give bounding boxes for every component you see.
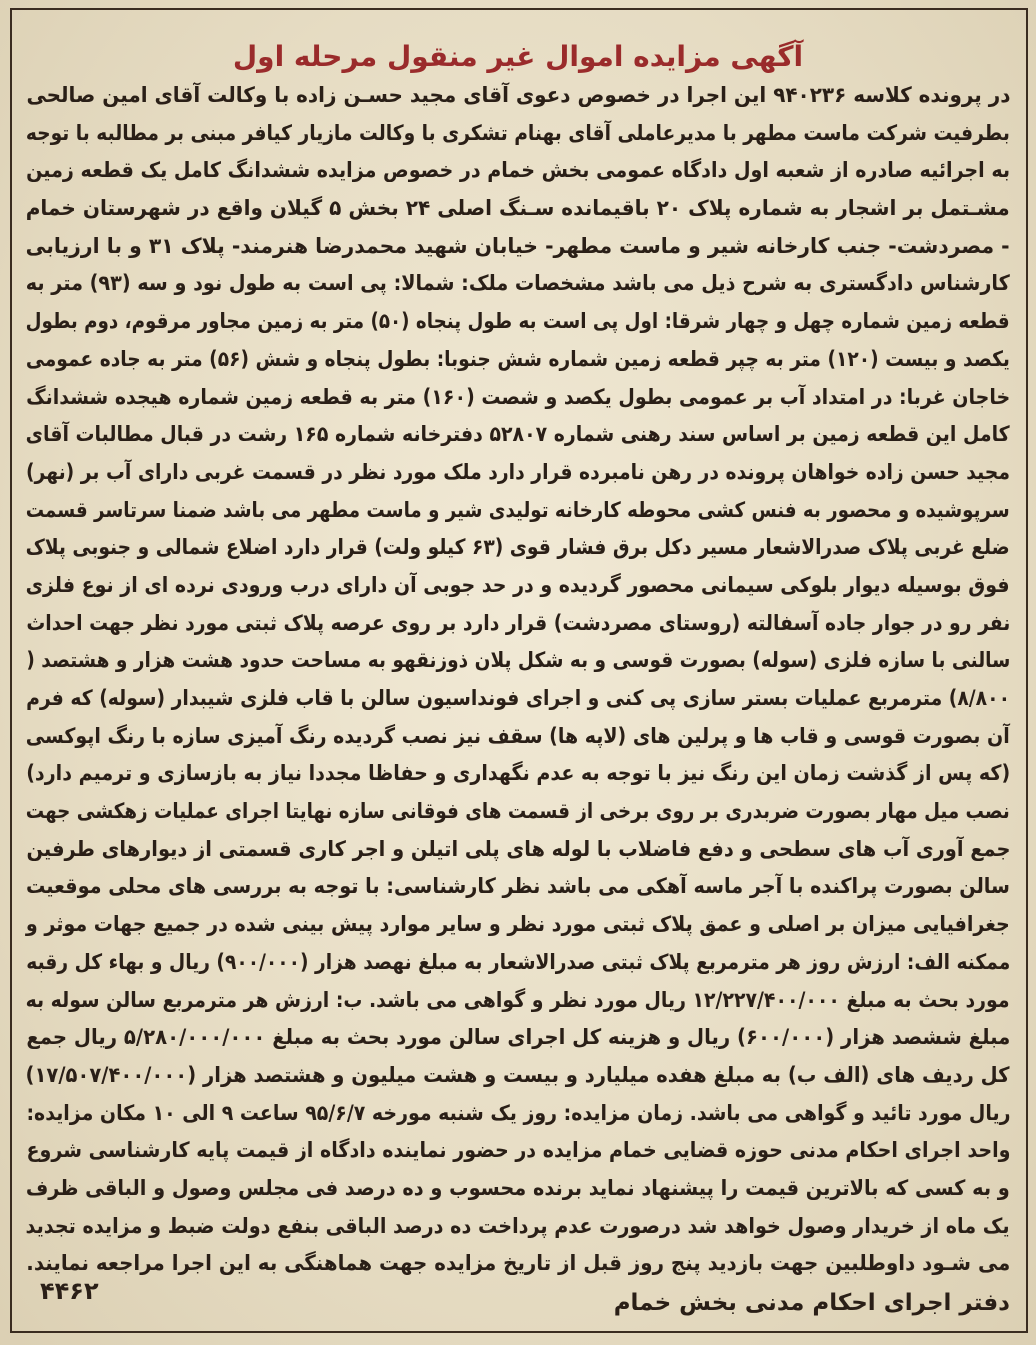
- body-text: کارشناس دادگستری به شرح ذیل می باشد مشخصات ملک: شمالا: پی است به طول نود و سه (۹۳) متر به: [26, 271, 1011, 296]
- body-text: مبلغ ششصد هزار (۶۰۰/۰۰۰) ریال و هزینه کل اجرای سالن مورد بحث به مبلغ ۵/۲۸۰/۰۰۰/۰۰۰ ریال جمع: [26, 1025, 1010, 1050]
- body-text-line: [26, 265, 1010, 303]
- body-text: در پرونده کلاسه ۹۴۰۲۳۶ این اجرا در خصوص دعوی آقای مجید حسـن زاده با وکالت آقای امین صالحی: [26, 83, 1010, 107]
- body-text-line: [26, 642, 1010, 680]
- body-text: مورد بحث به مبلغ ۱۲/۲۲۷/۴۰۰/۰۰۰ ریال مورد نظر و گواهی می باشد. ب: ارزش هر مترمربع سالن سوله به: [26, 987, 1010, 1012]
- body-text-line: [26, 379, 1010, 417]
- body-text: سرپوشیده و محصور به فنس کشی محوطه کارخانه تولیدی شیر و ماست مطهر می باشد ضمنا سرتاسر قسمت: [26, 497, 1010, 522]
- body-text-line: [26, 454, 1010, 492]
- body-text: ریال مورد تائید و گواهی می باشد. زمان مزایده: روز یک شنبه مورخه ۹۵/۶/۷ ساعت ۹ الی ۱۰ مکان مزایده:: [26, 1100, 1011, 1125]
- body-text-line: [26, 605, 1010, 643]
- notice-body: [26, 77, 1010, 1283]
- reference-number: ۴۴۶۲: [40, 1277, 99, 1305]
- body-text: جمع آوری آب های سطحی و دفع فاضلاب با لوله های پلی اتیلن و اجر کاری قسمتی از دیوارهای طرفین: [26, 836, 1010, 861]
- body-text: مجید حسن زاده خواهان پرونده در رهن نامبرده قرار دارد ملک مورد نظر در قسمت غربی دارای آب بر (نهر): [26, 459, 1010, 484]
- body-text: ۸/۸۰۰) مترمربع عملیات بستر سازی پی کنی و اجرای فونداسیون سالن با قاب فلزی شیبدار (سوله) که فرم: [26, 686, 1010, 710]
- body-text: کل ردیف های (الف ب) به مبلغ هفده میلیارد و بیست و هشت میلیون و هشتصد هزار (۱۷/۵۰۷/۴۰۰/۰۰۰): [26, 1062, 1011, 1087]
- body-text-line: [26, 1208, 1010, 1246]
- body-text-line: [26, 1132, 1010, 1170]
- body-text: سالنی با سازه فلزی (سوله) بصورت قوسی و به شکل پلان ذوزنقهو به مساحت حدود هشت هزار و هشتصد (: [26, 648, 1010, 673]
- body-text-line: [26, 793, 1010, 831]
- body-text: ضلع غربی پلاک صدرالاشعار مسیر دکل برق فشار قوی (۶۳ کیلو ولت) قرار دارد اضلاع شمالی و جنوبی پلاک: [26, 535, 1011, 560]
- body-text: جغرافیایی میزان بر اصلی و عمق پلاک ثبتی مورد نظر و سایر موارد پیش بینی شده در جمیع جهات موثر و: [26, 912, 1010, 937]
- body-text: نصب میل مهار بصورت ضربدری بر روی برخی از قسمت های فوقانی سازه نهایتا اجرای عملیات زهکشی جهت: [26, 799, 1010, 824]
- body-text-line: [26, 115, 1010, 153]
- body-text-line: [26, 303, 1010, 341]
- body-text: به اجرائیه صادره از شعبه اول دادگاه عمومی بخش خمام در خصوص مزایده ششدانگ کامل یک قطعه زمین: [26, 158, 1010, 183]
- body-text: سالن بصورت پراکنده با آجر ماسه آهکی می باشد نظر کارشناسی: با توجه به بررسی های محلی موقعیت: [26, 874, 1010, 899]
- body-text-line: [26, 982, 1010, 1020]
- body-text: یک ماه از خریدار وصول خواهد شد درصورت عدم پرداخت ده درصد الباقی بنفع دولت ضبط و مزایده تجدید: [26, 1213, 1010, 1238]
- body-text-line: [26, 492, 1010, 530]
- body-text-line: [26, 190, 1010, 228]
- body-text: یکصد و بیست (۱۲۰) متر به چپر قطعه زمین شماره شش جنوبا: بطول پنجاه و شش (۵۶) متر به جاده عمومی: [26, 346, 1010, 371]
- body-text-line: [26, 718, 1010, 756]
- notice-title: آگهی مزایده اموال غیر منقول مرحله اول: [232, 40, 804, 73]
- body-text: کامل این قطعه زمین بر اساس سند رهنی شماره ۵۲۸۰۷ دفترخانه شماره ۱۶۵ رشت در قبال مطالبات آقای: [26, 422, 1010, 447]
- body-text-line: [26, 228, 1010, 266]
- body-text: مشـتمل بر اشجار به شماره پلاک ۲۰ باقیمانده سـنگ اصلی ۲۴ بخش ۵ گیلان واقع در شهرستان خمام: [26, 196, 1010, 221]
- body-text-line: [26, 755, 1010, 793]
- body-text-line: [26, 1057, 1010, 1095]
- body-text-line: [26, 868, 1010, 906]
- body-text: بطرفیت شرکت ماست مطهر با مدیرعاملی آقای بهنام تشکری با وکالت مازیار کیافر مبنی بر مطالبه با توجه: [26, 120, 1010, 145]
- body-text-line: [26, 77, 1010, 115]
- body-text-line: [26, 1095, 1010, 1133]
- body-text: قطعه زمین شماره چهل و چهار شرقا: اول پی است به طول پنجاه (۵۰) متر به زمین مجاور مرقوم، دوم بطول: [26, 309, 1010, 334]
- body-text: - مصردشت- جنب کارخانه شیر و ماست مطهر- خیابان شهید محمدرضا هنرمند- پلاک ۳۱ و با ارزیابی: [26, 233, 1010, 258]
- body-text: می شـود داوطلبین جهت بازدید پنج روز قبل از تاریخ مزایده جهت هماهنگی به این اجرا مراجعه نمایند.: [26, 1251, 1010, 1276]
- body-text-line: [26, 831, 1010, 869]
- body-text: واحد اجرای احکام مدنی حوزه قضایی خمام مزایده در حضور نماینده دادگاه از قیمت پایه کارشناسی شروع: [26, 1138, 1010, 1163]
- body-text-line: [26, 680, 1010, 718]
- body-text: ممکنه الف: ارزش روز هر مترمربع پلاک ثبتی صدرالاشعار به مبلغ نهصد هزار (۹۰۰/۰۰۰) ریال و بهاء کل رقبه: [26, 949, 1010, 974]
- body-text-line: [26, 1245, 1010, 1283]
- body-text: نفر رو در جوار جاده آسفالته (روستای مصردشت) قرار دارد بر روی عرصه پلاک ثبتی مورد نظر جهت احداث: [26, 610, 1010, 635]
- body-text: فوق بوسیله دیوار بلوکی سیمانی محصور گردیده و در حد جوبی آن دارای درب ورودی نرده ای از نوع فلزی: [26, 572, 1010, 597]
- body-text-line: [26, 567, 1010, 605]
- body-text-line: [26, 1170, 1010, 1208]
- body-text-line: [26, 1019, 1010, 1057]
- body-text: و به کسی که بالاترین قیمت را پیشنهاد نماید برنده محسوب و ده درصد فی مجلس وصول و الباقی ظرف: [26, 1175, 1010, 1200]
- body-text-line: [26, 944, 1010, 982]
- body-text-line: [26, 529, 1010, 567]
- body-text-line: [26, 152, 1010, 190]
- body-text: (که پس از گذشت زمان این رنگ نیز با توجه به عدم نگهداری و حفاظا مجددا نیاز به بازسازی و ترمیم دارد): [26, 761, 1010, 786]
- body-text: آن بصورت قوسی و قاب ها و پرلین های (لاپه ها) سقف نیز نصب گردیده رنگ آمیزی سازه با رنگ اپوکسی: [26, 723, 1010, 748]
- body-text-line: [26, 906, 1010, 944]
- body-text-line: [26, 416, 1010, 454]
- body-text: خاجان غربا: در امتداد آب بر عمومی بطول یکصد و شصت (۱۶۰) متر به قطعه زمین شماره هیجده ششدانگ: [26, 384, 1010, 409]
- issuer-signature: دفتر اجرای احکام مدنی بخش خمام: [613, 1290, 1010, 1316]
- body-text-line: [26, 341, 1010, 379]
